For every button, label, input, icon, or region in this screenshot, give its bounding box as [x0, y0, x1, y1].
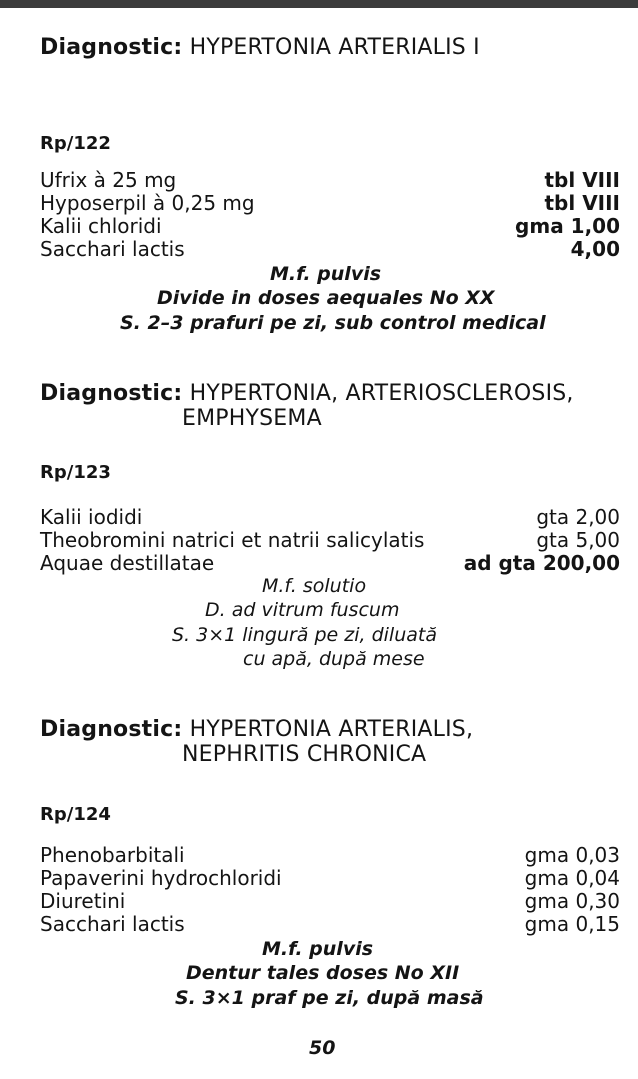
diagnostic-label: Diagnostic:: [40, 381, 183, 406]
instruction-line: M.f. pulvis: [270, 263, 382, 285]
drug-dose: gma 1,00: [515, 214, 620, 238]
diagnostic-text: HYPERTONIA, ARTERIOSCLEROSIS,: [189, 381, 574, 406]
drug-name: Ufrix à 25 mg: [40, 168, 177, 192]
instruction-line: M.f. pulvis: [262, 938, 374, 960]
drug-dose: tbl VIII: [544, 168, 620, 192]
instruction-line: Dentur tales doses No XII: [186, 962, 460, 984]
drug-dose: gma 0,30: [524, 889, 620, 913]
prescription-row: [40, 237, 620, 259]
diagnostic-text: HYPERTONIA ARTERIALIS I: [189, 35, 480, 60]
instruction-line: D. ad vitrum fuscum: [205, 599, 400, 621]
prescription-row: [40, 889, 620, 911]
instruction-line: M.f. solutio: [262, 575, 367, 597]
diagnostic-label: Diagnostic:: [40, 35, 183, 60]
prescription-row: [40, 505, 620, 527]
instruction-line: cu apă, după mese: [243, 648, 425, 670]
diagnostic-text: EMPHYSEMA: [182, 406, 322, 431]
prescription-number: Rp/122: [40, 133, 111, 154]
diagnostic-text: HYPERTONIA ARTERIALIS,: [189, 717, 474, 742]
prescription-row: [40, 168, 620, 190]
diagnostic-heading: [40, 717, 473, 767]
drug-name: Phenobarbitali: [40, 843, 185, 867]
scan-edge: [0, 0, 638, 8]
drug-name: Theobromini natrici et natrii salicylatis: [40, 528, 425, 552]
prescription-row: [40, 214, 620, 236]
prescription-row: [40, 191, 620, 213]
drug-dose: gta 5,00: [536, 528, 620, 552]
drug-name: Papaverini hydrochloridi: [40, 866, 282, 890]
diagnostic-heading: [40, 381, 574, 431]
drug-name: Sacchari lactis: [40, 237, 185, 261]
prescription-number: Rp/124: [40, 804, 111, 825]
drug-name: Aquae destillatae: [40, 551, 215, 575]
page-number: 50: [309, 1037, 336, 1059]
drug-dose: ad gta 200,00: [463, 551, 620, 575]
drug-dose: gma 0,03: [524, 843, 620, 867]
instruction-line: S. 3×1 lingură pe zi, diluată: [172, 624, 437, 646]
drug-name: Sacchari lactis: [40, 912, 185, 936]
prescription-row: [40, 866, 620, 888]
diagnostic-heading: [40, 35, 480, 60]
drug-dose: gta 2,00: [536, 505, 620, 529]
prescription-row: [40, 528, 620, 550]
drug-dose: gma 0,04: [524, 866, 620, 890]
prescription-number: Rp/123: [40, 462, 111, 483]
drug-name: Kalii iodidi: [40, 505, 143, 529]
drug-dose: tbl VIII: [544, 191, 620, 215]
instruction-line: S. 3×1 praf pe zi, după masă: [175, 987, 484, 1009]
instruction-line: S. 2–3 prafuri pe zi, sub control medical: [120, 312, 546, 334]
prescription-row: [40, 551, 620, 573]
diagnostic-label: Diagnostic:: [40, 717, 183, 742]
drug-name: Diuretini: [40, 889, 126, 913]
drug-name: Hyposerpil à 0,25 mg: [40, 191, 255, 215]
prescription-row: [40, 843, 620, 865]
diagnostic-text: NEPHRITIS CHRONICA: [182, 742, 427, 767]
prescription-row: [40, 912, 620, 934]
drug-dose: 4,00: [570, 237, 620, 261]
drug-name: Kalii chloridi: [40, 214, 162, 238]
drug-dose: gma 0,15: [524, 912, 620, 936]
instruction-line: Divide in doses aequales No XX: [157, 287, 495, 309]
